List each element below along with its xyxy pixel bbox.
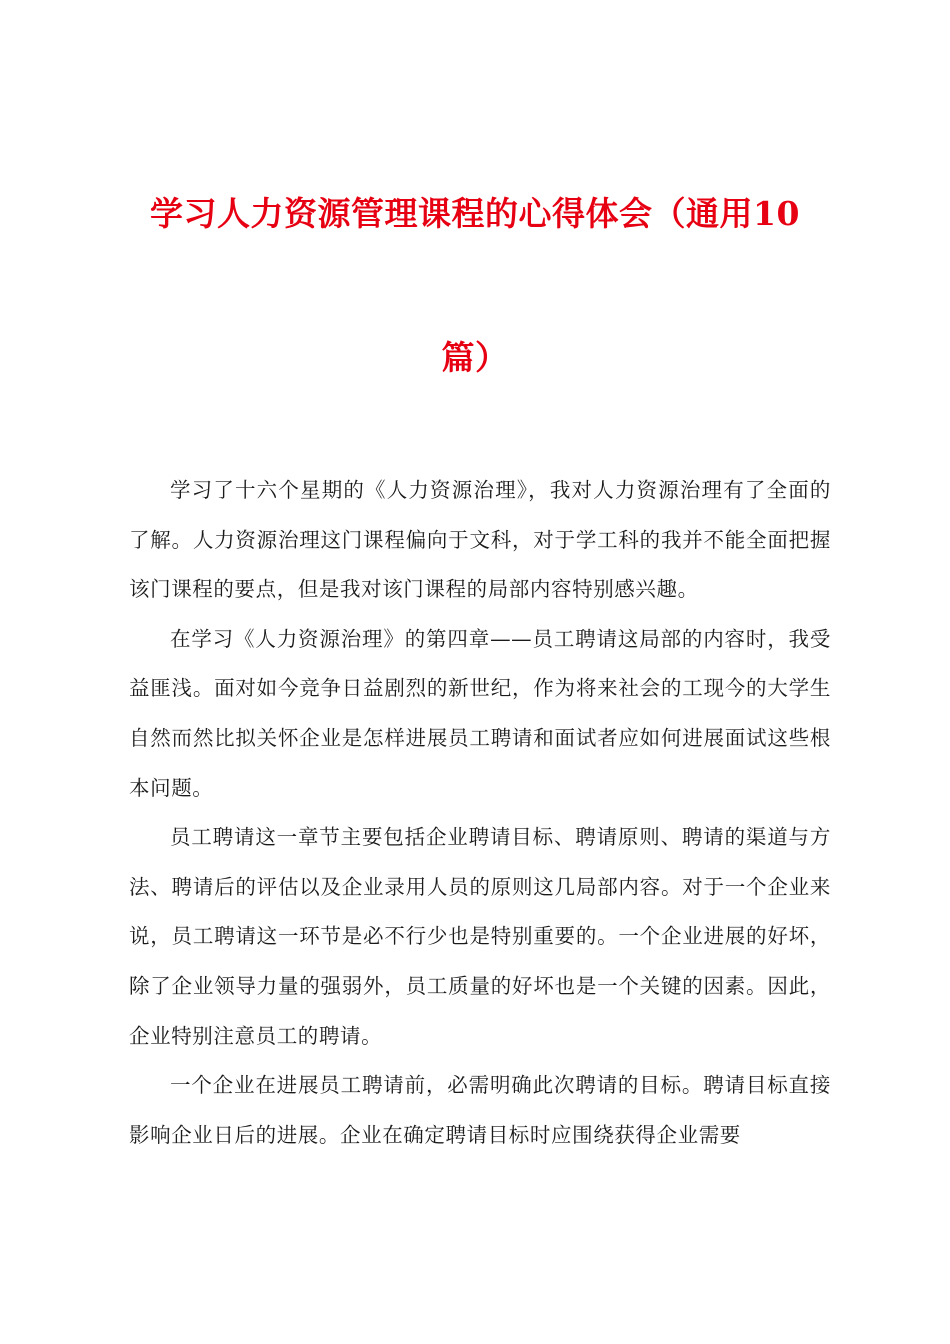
paragraph-2: 在学习《人力资源治理》的第四章——员工聘请这局部的内容时，我受益匪浅。面对如今竞争日益剧烈的新世纪，作为将来社会的工现今的大学生自然而然比拟关怀企业是怎样进展员工聘请和面试者应如何进展面试这些根本问题。	[129, 626, 831, 800]
document-title-line-2: 篇）	[441, 338, 509, 377]
document-body	[129, 466, 831, 1160]
document-title-line-1: 学习人力资源管理课程的心得体会（通用10	[150, 194, 800, 233]
paragraph-4: 一个企业在进展员工聘请前，必需明确此次聘请的目标。聘请目标直接影响企业日后的进展。企业在确定聘请目标时应围绕获得企业需要	[129, 1073, 831, 1147]
paragraph-1: 学习了十六个星期的《人力资源治理》，我对人力资源治理有了全面的了解。人力资源治理这门课程偏向于文科，对于学工科的我并不能全面把握该门课程的要点，但是我对该门课程的局部内容特别感兴趣。	[129, 478, 831, 602]
paragraph-3: 员工聘请这一章节主要包括企业聘请目标、聘请原则、聘请的渠道与方法、聘请后的评估以及企业录用人员的原则这几局部内容。对于一个企业来说，员工聘请这一环节是必不行少也是特别重要的。一个企业进展的好坏，除了企业领导力量的强弱外，员工质量的好坏也是一个关键的因素。因此，企业特别注意员工的聘请。	[129, 825, 831, 1048]
